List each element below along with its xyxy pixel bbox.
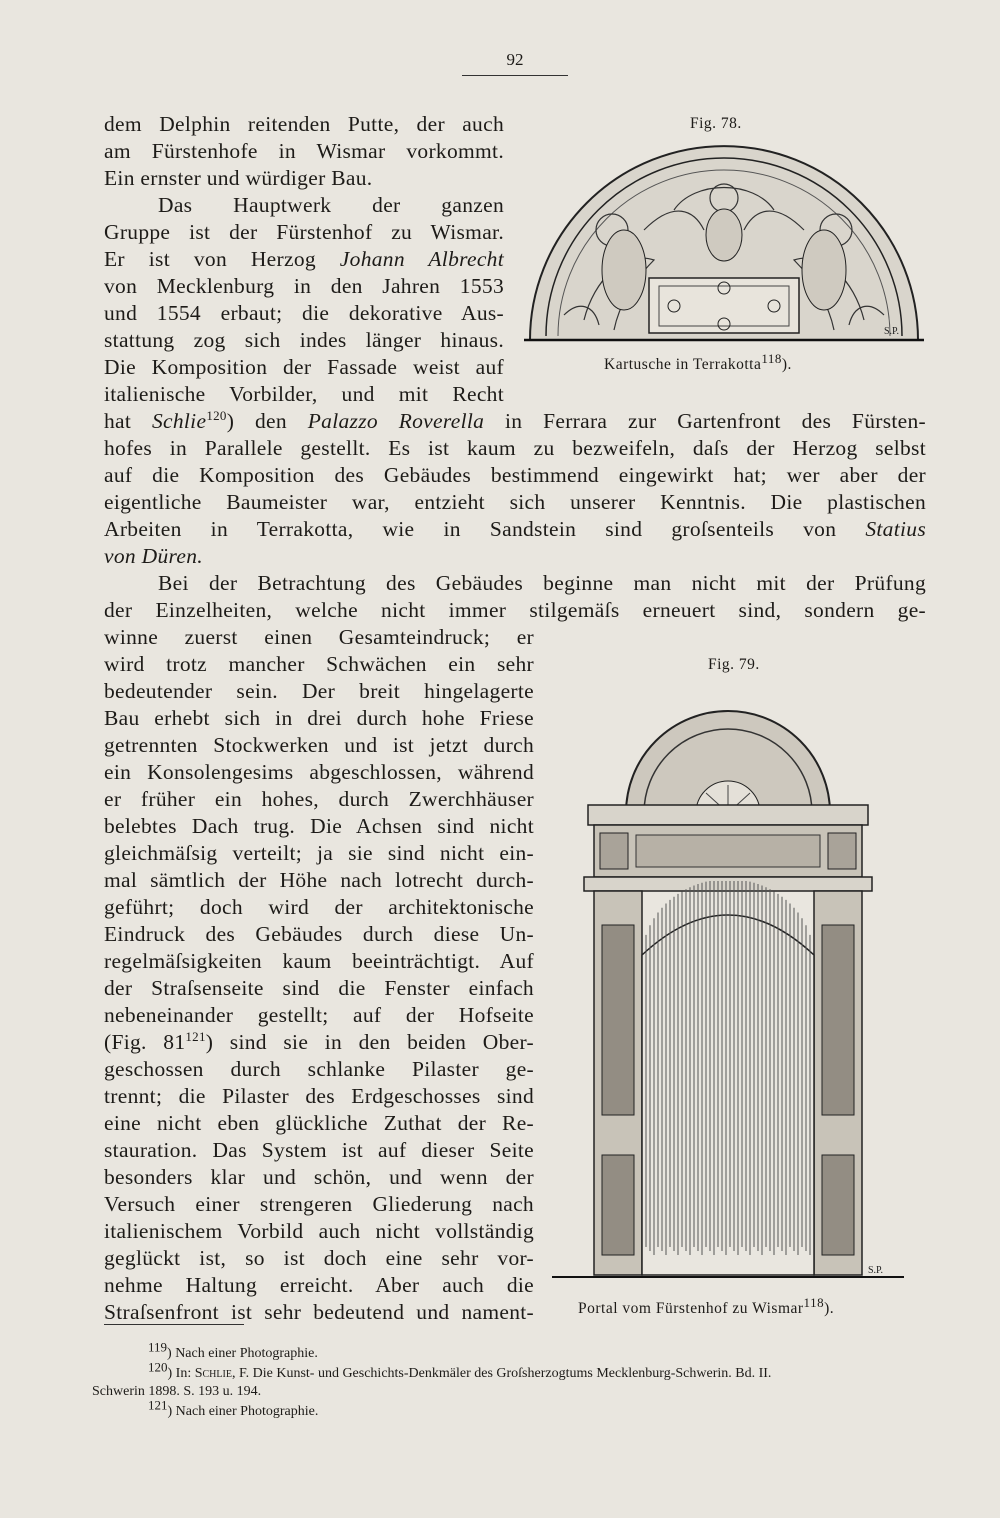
text-line: Straſsenfront ist sehr bedeutend und nament- (104, 1300, 534, 1324)
text-line: winne zuerst einen Gesamteindruck; er (104, 625, 534, 649)
figure-79-signature: S.P. (868, 1265, 884, 1276)
text-line: der Straſsenseite sind die Fenster einfach (104, 976, 534, 1000)
text-line: nehme Haltung erreicht. Aber auch die (104, 1273, 534, 1297)
text-line: geführt; doch wird der architektonische (104, 895, 534, 919)
text-line: gleichmäſsig verteilt; ja sie sind nicht ein- (104, 841, 534, 865)
text-line: getrennten Stockwerken und ist jetzt durch (104, 733, 534, 757)
text-line: auf die Komposition des Gebäudes bestimmend eingewirkt hat; wer aber der (104, 463, 926, 487)
text-line: besonders klar und schön, und wenn der (104, 1165, 534, 1189)
footnote-120-continued: Schwerin 1898. S. 193 u. 194. (92, 1384, 262, 1399)
text-line: italienischem Vorbild auch nicht vollständig (104, 1219, 534, 1243)
figure-79-label: Fig. 79. (708, 656, 760, 673)
person-name: Johann Albrecht (339, 247, 505, 271)
text-line: Bau erhebt sich in drei durch hohe Friese (104, 706, 534, 730)
text-line: Versuch einer strengeren Gliederung nach (104, 1192, 534, 1216)
text-line: der Einzelheiten, welche nicht immer stilgemäſs erneuert sind, sondern ge- (104, 598, 926, 622)
text-line: Er ist von Herzog Johann Albrecht (104, 247, 505, 271)
text-line: stauration. Das System ist auf dieser Seite (104, 1138, 534, 1162)
footnote-121: $^{121}$) Nach einer Photographie. (148, 1397, 319, 1419)
text-line: Das Hauptwerk der ganzen (158, 193, 504, 217)
text-line: trennt; die Pilaster des Erdgeschosses sind (104, 1084, 534, 1108)
text-line: eine nicht eben glückliche Zuthat der Re- (104, 1111, 534, 1135)
text-line: italienische Vorbilder, und mit Recht (104, 382, 504, 406)
text-line: hofes in Parallele gestellt. Es ist kaum zu bezweifeln, daſs der Herzog selbst (104, 436, 926, 460)
text-line: Gruppe ist der Fürstenhof zu Wismar. (104, 220, 504, 244)
text-line: regelmäſsigkeiten kaum beeinträchtigt. Auf (104, 949, 534, 973)
text-line: Ein ernster und würdiger Bau. (104, 166, 373, 190)
footnote-120: $^{120}$) In: Schlie, F. Die Kunst- und Geschichts-Denkmäler des Groſsherzogtums Mecklenburg-Schwerin. Bd. II. (148, 1359, 772, 1381)
figure-78-cartouche-illustration (524, 140, 924, 345)
figure-78-caption: Kartusche in Terrakotta$^{118}$). (604, 350, 792, 373)
page-number: 92 (506, 50, 524, 69)
text-line: wird trotz mancher Schwächen ein sehr (104, 652, 534, 676)
figure-78-signature: S.P. (884, 326, 900, 337)
text-line: von Mecklenburg in den Jahren 1553 (104, 274, 504, 298)
text-line: belebtes Dach trug. Die Achsen sind nicht (104, 814, 534, 838)
footnote-119: $^{119}$) Nach einer Photographie. (148, 1339, 318, 1361)
text-line: geschossen durch schlanke Pilaster ge- (104, 1057, 534, 1081)
text-line: ein Konsolengesims abgeschlossen, während (104, 760, 534, 784)
text-line: Die Komposition der Fassade weist auf (104, 355, 504, 379)
text-line: mal sämtlich der Höhe nach lotrecht durch- (104, 868, 534, 892)
text-line: Eindruck des Gebäudes durch diese Un- (104, 922, 534, 946)
text-line: geglückt ist, so ist doch eine sehr vor- (104, 1246, 534, 1270)
footnote-ref: 121 (185, 1028, 206, 1044)
text-line: Arbeiten in Terrakotta, wie in Sandstein sind groſsenteils von Statius (104, 517, 926, 541)
figure-79-caption: Portal vom Fürstenhof zu Wismar$^{118}$). (578, 1294, 835, 1317)
text-line: hat Schlie$^{120}$) den Palazzo Roverella in Ferrara zur Gartenfront des Fürsten- (104, 407, 926, 433)
text-line: nebeneinander gestellt; auf der Hofseite (104, 1003, 534, 1027)
text-line: bedeutender sein. Der breit hingelagerte (104, 679, 534, 703)
footnote-rule (104, 1324, 244, 1325)
text-line: und 1554 erbaut; die dekorative Aus- (104, 301, 504, 325)
text-line: von Düren. (104, 544, 203, 568)
footnote-ref: 120 (206, 407, 227, 423)
figure-79-portal-illustration (548, 685, 908, 1295)
page-number-rule (462, 75, 568, 76)
text-line: stattung zog sich indes länger hinaus. (104, 328, 504, 352)
text-line: Bei der Betrachtung des Gebäudes beginne man nicht mit der Prüfung (158, 571, 926, 595)
figure-78-label: Fig. 78. (690, 115, 742, 132)
text-line: (Fig. $81^{121}$) sind sie in den beiden Ober- (104, 1028, 534, 1054)
text-line: am Fürstenhofe in Wismar vorkommt. (104, 139, 504, 163)
text-line: eigentliche Baumeister war, entzieht sich unserer Kenntnis. Die plastischen (104, 490, 926, 514)
text-line: er früher ein hohes, durch Zwerchhäuser (104, 787, 534, 811)
text-line: dem Delphin reitenden Putte, der auch (104, 112, 504, 136)
